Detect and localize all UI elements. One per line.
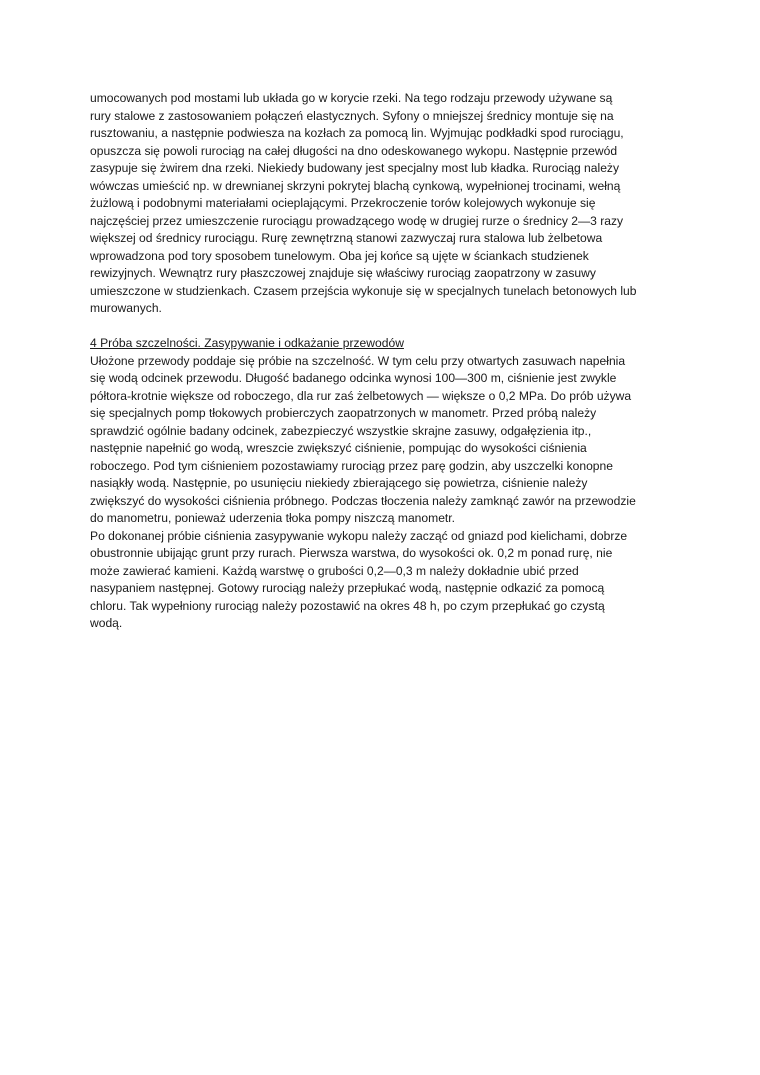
text-line: może zawierać kamieni. Każdą warstwę o grubości 0,2—0,3 m należy dokładnie ubić przed [90,563,579,578]
text-line: wówczas umieścić np. w drewnianej skrzyni pokrytej blachą cynkową, wypełnionej trocinami, wełną [90,178,621,193]
text-line: żużlową i podobnymi materiałami ocieplającymi. Przekroczenie torów kolejowych wykonuje się [90,196,596,210]
text-line: następnie napełnić go wodą, wreszcie zwiększyć ciśnienie, pompując do wysokości ciśnienia [90,441,587,455]
section-heading: 4 Próba szczelności. Zasypywanie i odkażanie przewodów [90,336,404,350]
text-line: rusztowaniu, a następnie podwiesza na kozłach za pomocą lin. Wyjmując podkładki spod rurociągu, [90,126,624,140]
paragraph-gap [90,318,676,336]
text-line: się specjalnych pomp tłokowych probierczych zaopatrzonych w manometr. Przed próbą należy [90,406,597,420]
text-line: półtora-krotnie większe od roboczego, dla rur zaś żelbetowych — większe o 0,2 MPa. Do prób używa [90,388,632,403]
text-line: sprawdzić ogólnie badany odcinek, zabezpieczyć wszystkie skrajne zasuwy, odgałęzienia itp., [90,423,592,438]
paragraph-river-crossings [90,90,676,318]
text-line: Ułożone przewody poddaje się próbie na szczelność. W tym celu przy otwartych zasuwach napełnia [90,353,626,368]
text-line: umieszczone w studzienkach. Czasem przejścia wykonuje się w specjalnych tunelach betonowych lub [90,283,637,298]
text-line: wprowadzona pod tory sposobem tunelowym. Oba jej końce są ujęte w ściankach studzienek [90,248,589,263]
paragraph-pressure-test [90,353,676,528]
text-line: umocowanych pod mostami lub układa go w korycie rzeki. Na tego rodzaju przewody używane są [90,91,613,105]
text-line: nasiąkły wodą. Następnie, po usunięciu niekiedy zbierającego się powietrza, ciśnienie należy [90,476,588,490]
text-line: murowanych. [90,301,162,315]
text-line: większej od średnicy rurociągu. Rurę zewnętrzną stanowi zazwyczaj rura stalowa lub żelbetowa [90,231,603,245]
text-line: zasypuje się żwirem dna rzeki. Niekiedy budowany jest specjalny most lub kładka. Rurociąg należy [90,161,620,175]
text-line: obustronnie ubijając grunt przy rurach. Pierwsza warstwa, do wysokości ok. 0,2 m ponad rurę, nie [90,546,613,560]
text-line: rewizyjnych. Wewnątrz rury płaszczowej znajduje się właściwy rurociąg zaopatrzony w zasuwy [90,266,596,280]
text-line: rury stalowe z zastosowaniem połączeń elastycznych. Syfony o mniejszej średnicy montuje się na [90,108,614,123]
text-line: chloru. Tak wypełniony rurociąg należy pozostawić na okres 48 h, po czym przepłukać go czystą [90,598,605,613]
text-line: najczęściej przez umieszczenie rurociągu prowadzącego wodę w drugiej rurze o średnicy 2—3 razy [90,213,624,228]
document-page [90,90,676,633]
text-line: wodą. [90,616,123,630]
paragraph-backfill-disinfection [90,528,676,633]
text-line: się wodą odcinek przewodu. Długość badanego odcinka wynosi 100—300 m, ciśnienie jest zwykle [90,371,617,385]
text-line: roboczego. Pod tym ciśnieniem pozostawiamy rurociąg przez parę godzin, aby uszczelki konopne [90,458,613,473]
text-line: opuszcza się powoli rurociąg na całej długości na dno odeskowanego wykopu. Następnie przewód [90,143,618,158]
text-line: nasypaniem następnej. Gotowy rurociąg należy przepłukać wodą, następnie odkazić za pomocą [90,581,605,595]
text-line: zwiększyć do wysokości ciśnienia próbnego. Podczas tłoczenia należy zamknąć zawór na przewodzie [90,493,636,508]
text-line: do manometru, ponieważ uderzenia tłoka pompy niszczą manometr. [90,511,456,525]
text-line: Po dokonanej próbie ciśnienia zasypywanie wykopu należy zacząć od gniazd pod kielichami, dobrze [90,528,628,543]
